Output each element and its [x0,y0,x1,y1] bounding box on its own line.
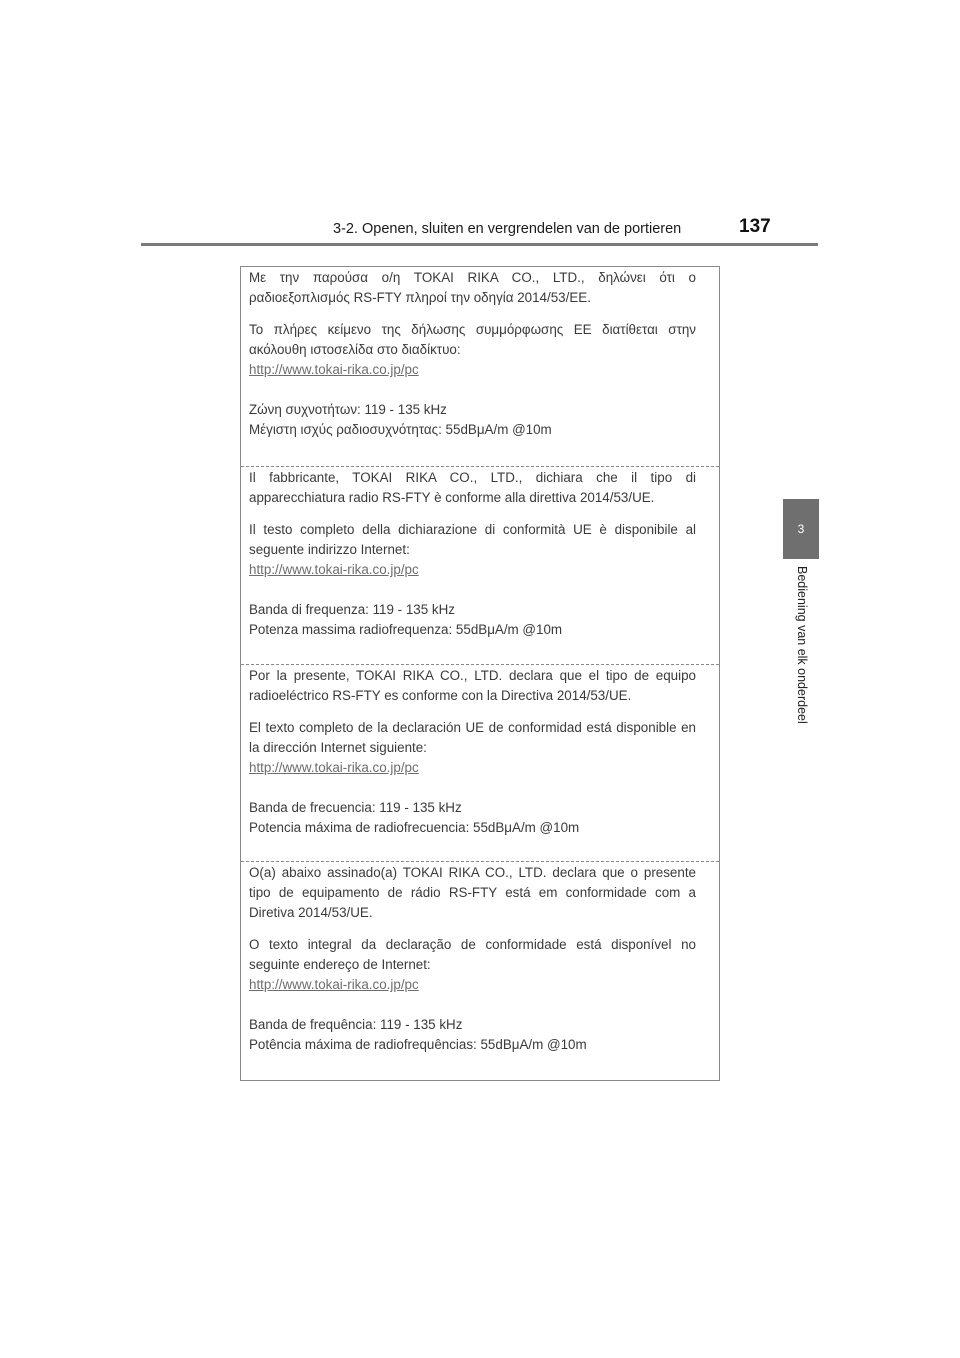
chapter-tab [783,499,819,559]
declaration-fulltext: Το πλήρες κείμενο της δήλωσης συμμόρφωσης ΕΕ διατίθεται στην ακόλουθη ιστοσελίδα στο διαδίκτυο: [249,322,696,357]
chapter-number: 3 [797,522,805,536]
frequency-band: Ζώνη συχνοτήτων: 119 - 135 kHz [249,402,447,417]
declaration-intro: Με την παρούσα ο/η TOKAI RIKA CO., LTD., δηλώνει ότι ο ραδιοεξοπλισμός RS-FTY πληροί την οδηγία 2014/53/ΕΕ. [249,270,696,305]
max-power: Potencia máxima de radiofrecuencia: 55dBμA/m @10m [249,820,580,835]
declaration-intro: Il fabbricante, TOKAI RIKA CO., LTD., dichiara che il tipo di apparecchiatura radio RS-FTY è conforme alla direttiva 2014/53/UE. [249,470,696,505]
page-number: 137 [739,216,771,237]
declaration-fulltext: El texto completo de la declaración UE de conformidad está disponible en la dirección Internet siguiente: [249,720,696,755]
max-power: Μέγιστη ισχύς ραδιοσυχνότητας: 55dBμA/m @10m [249,422,552,437]
declaration-box [240,266,720,1081]
declaration-fulltext: Il testo completo della dichiarazione di conformità UE è disponibile al seguente indirizzo Internet: [249,522,696,557]
declaration-intro: O(a) abaixo assinado(a) TOKAI RIKA CO., LTD. declara que o presente tipo de equipamento de rádio RS-FTY está em conformidade com a Diretiva 2014/53/UE. [249,865,696,920]
section-title: 3-2. Openen, sluiten en vergrendelen van de portieren [333,221,682,237]
chapter-caption-text: Bediening van elk onderdeel [795,566,809,724]
declaration-intro: Por la presente, TOKAI RIKA CO., LTD. declara que el tipo de equipo radioeléctrico RS-FTY es conforme con la Directiva 2014/53/UE. [249,668,696,703]
header-divider [141,243,818,246]
declaration-greek [241,267,719,466]
max-power: Potência máxima de radiofrequências: 55dBμA/m @10m [249,1037,587,1052]
declaration-url-link[interactable]: http://www.tokai-rika.co.jp/pc [249,362,419,377]
declaration-fulltext: O texto integral da declaração de conformidade está disponível no seguinte endereço de Internet: [249,937,696,972]
chapter-caption [772,566,832,756]
declaration-italian [241,466,719,664]
declaration-url-link[interactable]: http://www.tokai-rika.co.jp/pc [249,562,419,577]
max-power: Potenza massima radiofrequenza: 55dBμA/m @10m [249,622,563,637]
frequency-band: Banda de frecuencia: 119 - 135 kHz [249,800,462,815]
declaration-spanish [241,664,719,861]
frequency-band: Banda de frequência: 119 - 135 kHz [249,1017,463,1032]
frequency-band: Banda di frequenza: 119 - 135 kHz [249,602,455,617]
declaration-url-link[interactable]: http://www.tokai-rika.co.jp/pc [249,977,419,992]
declaration-portuguese [241,861,719,1080]
declaration-url-link[interactable]: http://www.tokai-rika.co.jp/pc [249,760,419,775]
